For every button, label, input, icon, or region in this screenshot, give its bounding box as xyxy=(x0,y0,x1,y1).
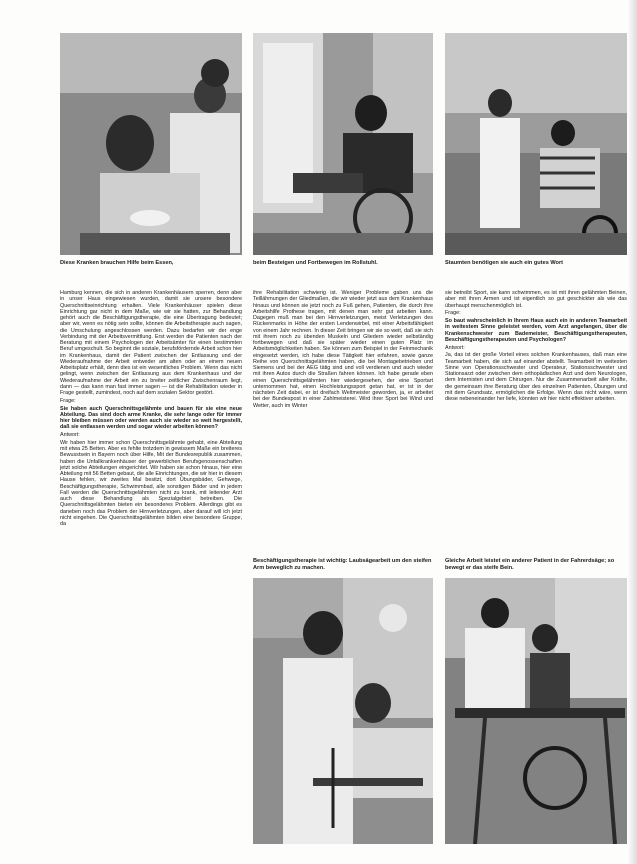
page-edge-shadow xyxy=(627,0,637,864)
question-text: Sie haben auch Querschnittsgelähmte und bauen für sie eine neue Abteilung. Das sind doch arme Kranke, die sehr lange oder für immer hier bleiben müssen oder werden auch sie wieder so weit hergestellt, daß sie entlassen werden und sogar wieder arbeiten können? xyxy=(60,405,242,431)
paragraph: Hamburg kennen, die sich in anderen Krankenhäusern sperren, denn aber in unser Haus eingewiesen wurden, damit sie unsere besondere Querschnittseinrichtung erhalten. Viele Krankenhäuser spielen diese Einrichtung gar nicht in dem Maße, wie wir sie hatten, zur Behandlung gehört auch die Beschäftigungstherapie, die eine Übertragung bedeutet; aber wir, wenn es nötig sein sollte, können die Arbeitstherapie auch sagen, die Umschulung angeschlossen werden. Dazu bedarfen wir der enge Verbindung mit der Arbeitsvermittlung. Erst werden die Patienten nach der Beratung mit einem Psychologen der Arbeitsämter für einen bestimmten Beruf umgeschult. So beginnt die soziale, berufsfördernde Arbeit schon hier im Krankenhaus, damit der Patient zwischen der Entlassung und der Wiederaufnahme der Arbeit entweder am alten oder an einem neuen Arbeitsplatz erhält, denn dies ist ein wesentliches Problem. Wenn das nicht gelingt, wenn zwischen der Entlassung aus dem Krankenhaus und der Wiederaufnahme der Arbeit ein zu breiter zeitlicher Zwischenraum liegt, dann — das kann man fast immer sagen — ist die Rehabilitation wieder in Frage gestellt, zumindest, noch auf dem sozialen Sektor gestört. xyxy=(60,290,242,396)
photo-treadle-saw xyxy=(445,578,627,844)
answer-label: Antwort: xyxy=(60,432,80,438)
paragraph: ihre Rehabilitation schwierig ist. Weniger Probleme gaben uns die Teillähmungen der Gliedmaßen, die wir wieder jetzt aus dem Krankenhaus hinaus und können sie jetzt noch zu Fuß gehen, Patienten, die durch ihre Arbeitshilfe Prothese tragen, mit denen man sehr gut arbeiten kann. Dagegen muß man bei den Hirnverletzungen, meist Verletzungen des Rückenmarks in Höhe der ersten Lendenwirbel, mit einer Arbeitsfähigkeit von einem Jahr rechnen. In dieser Zeit bringen wir sie so weit, daß sie sich mit ihrem noch zu übenden Muskeln und Gliedern wieder selbständig fortbewegen und daß sie später wieder einen guten Platz im Arbeitsmöglichkeiten haben. Sie können zum Beispiel in der Feinmechanik eingesetzt werden, ich habe diese Tätigkeit hier erfahren, sowie ganze Reihe von Querschnittsgelähmten haben, die bei Montagebetrieben und Siemens und bei der AEG tätig sind und voll verdienen und auch wieder mit ihren Autos durch die Straßen fahren können. Ich habe gerade eben einen Querschnittsgelähmten hier wiedergesehen, der eine Sportart unternommen hat, einen Hochleistungssport getan hat, er ist in der nächsten Zeit dabei, er ist dreifach Weltmeister geworden, ja, er arbeitet bei der Bundespost in einer Zahlmeisterei. Wird ihrer Sport bei Wind und Wetter, auch im Winter xyxy=(253,290,433,409)
answer-label: Antwort: xyxy=(445,344,465,351)
question-label: Frage: xyxy=(445,310,461,317)
caption-photo-1: Diese Kranken brauchen Hilfe beim Essen, xyxy=(60,260,174,266)
paragraph: Wir haben hier immer schon Querschnittsgelähmte gehabt, eine Abteilung mit etwa 25 Betten. Aber es fehlte trotzdem in gewissem Maße ein breiteres Bewusstsein in Bayern noch über Hilfe, Mit der Bundesrepublik zusammen, haben die Unfallkrankenhäuser der gewerblichen Berufsgenossenschaften jetzt solche Abteilungen eingerichtet. Wir haben sie schon hinaus, hier eine Abteilung mit 56 Betten gebaut, die alle Einrichtungen, die wir hier in diesem Hause fehlen, wir zweites Mal besitzt, dort Übungsbäder, Gehwege, Beschäftigungstherapie, Schwimmbad, alle sonstigen Bäder und in jedem Fall werden die Querschnittsgelähmten nicht zu krank, mit leitender Arzt auch diese Behandlung als Spezialgebiet betreiben. Die Querschnittsgelähmten bieten ein besonderes Problem. Allerdings gibt es daneben noch das Problem der Hirnverletzungen, aber darauf will ich jetzt nicht eingehen. Die Querschnittsgelähmten bilden eine besondere Gruppe, da xyxy=(60,439,242,527)
caption-photo-2: beim Besteigen und Fortbewegen im Rollstuhl. xyxy=(253,260,378,266)
text-column-1 xyxy=(60,290,242,844)
photo-fretsaw-arm xyxy=(253,578,433,844)
paragraph: sie betreibt Sport, sie kann schwimmen, es ist mit ihren gelähmten Beinen, aber mit ihren Armen und ist eigentlich so gut geschickter als wie das überhaupt menschenmöglich ist. xyxy=(445,290,627,309)
caption-photo-3: Staumten benötigen sie auch ein gutes Wort xyxy=(445,260,564,266)
paragraph: Ja, das ist der große Vorteil eines solchen Krankenhauses, daß man eine Teamarbeit haben, die sich auf einander abstellt. Teamarbeit im weitesten Sinne von Operationsschwester und Operateur, Stationsschwester und Stationsarzt oder zwischen dem orthopädischen Arzt und dem Neurologen, dem Internisten und dem Chirurgen. Nur die Zusammenarbeit aller Kräfte, die gemeinsam ihre Beratung über des einzelnen Patienten, Übungen und mit dem Grundsatz, ermöglichen die Erfolge. Wenn das nicht wäre, wenn diese nebeneinander her liefe, könnten wir hier nicht effektiver arbeiten. xyxy=(445,352,627,402)
question-label: Frage: xyxy=(60,397,76,404)
caption-photo-4: Beschäftigungstherapie ist wichtig: Laubsägearbeit um den steifen Arm beweglich zu machen. xyxy=(253,558,432,571)
text-column-3 xyxy=(445,290,627,540)
caption-photo-5: Gleiche Arbeit leistet ein anderer Patient in der Fahrerdsäge; so bewegt er das steife Bein. xyxy=(445,558,615,571)
photo-patient-eating xyxy=(60,33,242,255)
question-text: So baut wahrscheinlich in Ihrem Haus auch ein in anderen Teamarbeit in weitestem Sinne geleistet werden, vom Arzt angefangen, über die Krankenschwester zum Bademeister, Beschäftigungstherapeuten, Beschäftigungstherapeuten und Psychologen? xyxy=(445,318,627,343)
photo-nurse-outdoor xyxy=(445,33,627,255)
photo-wheelchair xyxy=(253,33,433,255)
text-column-2 xyxy=(253,290,433,540)
